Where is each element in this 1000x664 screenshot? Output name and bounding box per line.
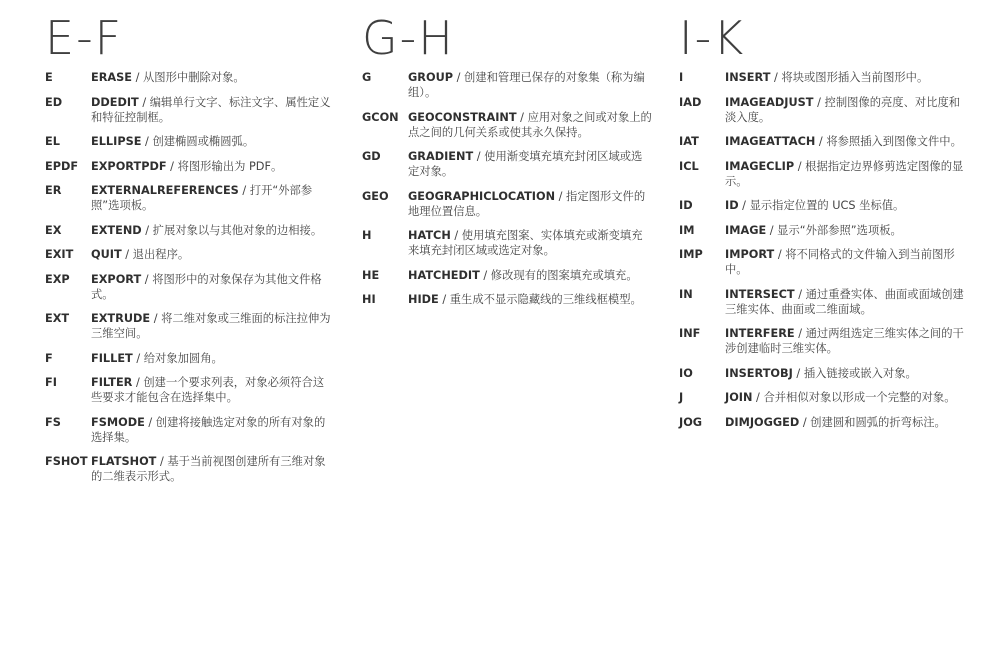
shortcut-description: [725, 159, 969, 189]
shortcut-description: [725, 366, 969, 381]
command-description: / 将不同格式的文件输入到当前图形中。: [725, 248, 955, 276]
command-name: ELLIPSE: [91, 135, 142, 148]
shortcut-alias: ER: [45, 184, 62, 197]
shortcut-description: [91, 247, 335, 262]
command-name: INSERTOBJ: [725, 366, 793, 380]
shortcut-entry: [45, 183, 335, 213]
command-description: / 基于当前视图创建所有三维对象的二维表示形式。: [91, 455, 326, 483]
shortcut-entry: [362, 228, 652, 258]
shortcut-alias: IM: [679, 223, 695, 237]
shortcut-description: [408, 189, 652, 219]
shortcut-description: [725, 326, 969, 356]
command-description: / 将图形中的对象保存为其他文件格式。: [91, 272, 322, 301]
shortcut-alias: GCON: [362, 110, 399, 124]
command-description: / 通过两组选定三维实体之间的干涉创建临时三维实体。: [725, 327, 964, 355]
shortcut-alias: EPDF: [45, 159, 79, 173]
command-name: INTERFERE: [725, 327, 795, 340]
shortcut-alias: ICL: [679, 159, 699, 173]
shortcut-description: [91, 311, 335, 341]
shortcut-alias: IAD: [679, 95, 702, 109]
command-name: DIMJOGGED: [725, 415, 800, 429]
shortcut-entry: [45, 351, 335, 366]
shortcut-entry: [679, 326, 969, 356]
shortcut-description: [725, 198, 969, 213]
column-i-k: [679, 12, 969, 439]
shortcut-alias: JOG: [679, 415, 703, 429]
command-description: / 使用渐变填充填充封闭区域或选定对象。: [408, 150, 643, 178]
shortcut-entry: [362, 70, 652, 100]
entry-list: [362, 70, 652, 307]
command-name: EXTERNALREFERENCES: [91, 184, 239, 197]
shortcut-description: [91, 272, 335, 302]
command-description: / 使用填充图案、实体填充或渐变填充来填充封闭区域或选定对象。: [408, 229, 643, 257]
shortcut-description: [91, 351, 335, 366]
shortcut-description: [725, 247, 969, 277]
shortcut-entry: [45, 311, 335, 341]
section-heading: I-K: [679, 11, 746, 65]
shortcut-description: [408, 149, 652, 179]
command-description: / 指定图形文件的地理位置信息。: [408, 189, 646, 218]
command-name: GEOCONSTRAINT: [408, 110, 517, 124]
shortcut-alias: ID: [679, 199, 693, 212]
command-description: / 给对象加圆角。: [132, 351, 223, 365]
command-description: / 控制图像的亮度、对比度和淡入度。: [725, 95, 961, 124]
command-description: / 扩展对象以与其他对象的边相接。: [141, 223, 323, 237]
command-name: FSMODE: [91, 415, 145, 429]
command-description: / 修改现有的图案填充或填充。: [479, 268, 638, 282]
command-description: / 将图形输出为 PDF。: [166, 159, 283, 173]
shortcut-entry: [679, 95, 969, 125]
command-name: IMAGE: [725, 223, 767, 237]
shortcut-description: [91, 159, 335, 174]
shortcut-description: [725, 415, 969, 430]
shortcut-entry: [45, 159, 335, 174]
shortcut-description: [91, 95, 335, 125]
command-name: ERASE: [91, 71, 133, 84]
shortcut-alias: EXP: [45, 272, 70, 286]
shortcut-entry: [679, 415, 969, 430]
shortcut-entry: [45, 70, 335, 85]
shortcut-entry: [679, 134, 969, 149]
shortcut-description: [91, 134, 335, 149]
command-description: / 创建将接触选定对象的所有对象的选择集。: [91, 415, 326, 444]
command-name: GEOGRAPHICLOCATION: [408, 189, 556, 203]
shortcut-entry: [45, 247, 335, 262]
shortcut-description: [725, 70, 969, 85]
entry-list: [45, 70, 335, 484]
shortcut-alias: GEO: [362, 189, 389, 203]
command-name: IMAGEADJUST: [725, 95, 814, 109]
shortcut-entry: [45, 375, 335, 405]
command-description: / 创建椭圆或椭圆弧。: [141, 135, 255, 148]
command-name: IMAGECLIP: [725, 159, 795, 173]
command-name: EXTRUDE: [91, 312, 151, 325]
command-description: / 创建一个要求列表，对象必须符合这些要求才能包含在选择集中。: [91, 376, 325, 404]
shortcut-entry: [679, 366, 969, 381]
command-name: HIDE: [408, 293, 439, 306]
command-description: / 创建圆和圆弧的折弯标注。: [799, 415, 946, 429]
shortcut-alias: EL: [45, 135, 60, 148]
command-description: / 将块或图形插入当前图形中。: [770, 71, 929, 84]
shortcut-alias: EX: [45, 223, 62, 237]
command-name: EXTEND: [91, 223, 142, 237]
command-name: IMPORT: [725, 248, 775, 261]
shortcut-description: [91, 223, 335, 238]
shortcut-alias: FI: [45, 376, 57, 389]
shortcut-description: [725, 287, 969, 317]
shortcut-entry: [679, 247, 969, 277]
command-name: GROUP: [408, 71, 454, 84]
shortcut-alias: H: [362, 229, 372, 242]
shortcut-alias: EXT: [45, 312, 70, 325]
shortcut-alias: ED: [45, 95, 63, 109]
shortcut-alias: HE: [362, 268, 380, 282]
command-name: HATCHEDIT: [408, 268, 480, 282]
command-description: / 打开“外部参照”选项板。: [91, 184, 313, 212]
command-name: INSERT: [725, 71, 771, 84]
command-description: / 重生成不显示隐藏线的三维线框模型。: [438, 293, 642, 306]
command-description: / 显示指定位置的 UCS 坐标值。: [738, 199, 905, 212]
command-name: EXPORT: [91, 272, 142, 286]
command-description: / 根据指定边界修剪选定图像的显示。: [725, 159, 964, 188]
shortcut-entry: [45, 272, 335, 302]
shortcut-entry: [362, 189, 652, 219]
entry-list: [679, 70, 969, 430]
shortcut-description: [725, 223, 969, 238]
command-description: / 通过重叠实体、曲面或面域创建三维实体、曲面或二维面域。: [725, 287, 964, 316]
command-name: ID: [725, 199, 739, 212]
shortcut-alias: IMP: [679, 248, 703, 261]
shortcut-alias: IO: [679, 366, 693, 380]
column-e-f: [45, 12, 335, 494]
shortcut-description: [91, 183, 335, 213]
shortcut-description: [91, 415, 335, 445]
shortcut-description: [408, 268, 652, 283]
command-description: / 退出程序。: [121, 248, 190, 261]
shortcut-entry: [362, 110, 652, 140]
shortcut-description: [725, 95, 969, 125]
shortcut-entry: [45, 134, 335, 149]
shortcut-entry: [679, 390, 969, 405]
command-name: FILTER: [91, 376, 133, 389]
command-name: INTERSECT: [725, 287, 795, 301]
shortcut-alias: F: [45, 351, 53, 365]
command-name: JOIN: [725, 391, 753, 404]
command-name: FLATSHOT: [91, 455, 157, 468]
section-heading: G-H: [362, 11, 455, 65]
shortcut-description: [408, 292, 652, 307]
shortcut-entry: [45, 95, 335, 125]
shortcut-entry: [679, 223, 969, 238]
command-description: / 合并相似对象以形成一个完整的对象。: [752, 391, 956, 404]
shortcut-entry: [679, 159, 969, 189]
command-description: / 将参照插入到图像文件中。: [815, 135, 962, 148]
shortcut-alias: G: [362, 71, 372, 84]
shortcut-alias: FS: [45, 415, 61, 429]
shortcut-entry: [362, 268, 652, 283]
shortcut-alias: J: [679, 391, 684, 404]
command-name: DDEDIT: [91, 95, 139, 109]
command-description: / 创建和管理已保存的对象集（称为编组）。: [408, 71, 645, 99]
shortcut-alias: HI: [362, 293, 376, 306]
shortcut-description: [408, 70, 652, 100]
command-description: / 应用对象之间或对象上的点之间的几何关系或使其永久保持。: [408, 110, 652, 139]
command-name: GRADIENT: [408, 150, 474, 163]
shortcut-description: [91, 375, 335, 405]
shortcut-entry: [679, 287, 969, 317]
shortcut-entry: [45, 223, 335, 238]
command-description: / 显示“外部参照”选项板。: [766, 223, 902, 237]
command-description: / 插入链接或嵌入对象。: [792, 366, 917, 380]
shortcut-alias: I: [679, 71, 684, 84]
shortcut-entry: [679, 198, 969, 213]
section-heading: E-F: [45, 11, 124, 65]
shortcut-description: [91, 70, 335, 85]
shortcut-description: [408, 110, 652, 140]
command-name: IMAGEATTACH: [725, 135, 816, 148]
command-name: FILLET: [91, 351, 133, 365]
command-name: EXPORTPDF: [91, 159, 167, 173]
shortcut-entry: [679, 70, 969, 85]
shortcut-entry: [45, 415, 335, 445]
shortcut-alias: INF: [679, 327, 701, 340]
shortcut-alias: GD: [362, 150, 381, 163]
shortcut-alias: EXIT: [45, 248, 74, 261]
shortcut-description: [725, 390, 969, 405]
shortcut-alias: IAT: [679, 135, 699, 148]
shortcut-alias: IN: [679, 287, 693, 301]
shortcut-entry: [362, 149, 652, 179]
column-g-h: [362, 12, 652, 317]
shortcut-alias: FSHOT: [45, 455, 88, 468]
shortcut-description: [91, 454, 335, 484]
command-name: HATCH: [408, 229, 451, 242]
command-description: / 将二维对象或三维面的标注拉伸为三维空间。: [91, 312, 331, 340]
shortcut-description: [725, 134, 969, 149]
shortcut-description: [408, 228, 652, 258]
command-description: / 从图形中删除对象。: [132, 71, 245, 84]
command-description: / 编辑单行文字、标注文字、属性定义和特征控制框。: [91, 95, 331, 124]
command-name: QUIT: [91, 248, 122, 261]
shortcut-entry: [362, 292, 652, 307]
shortcut-alias: E: [45, 71, 53, 84]
shortcut-entry: [45, 454, 335, 484]
